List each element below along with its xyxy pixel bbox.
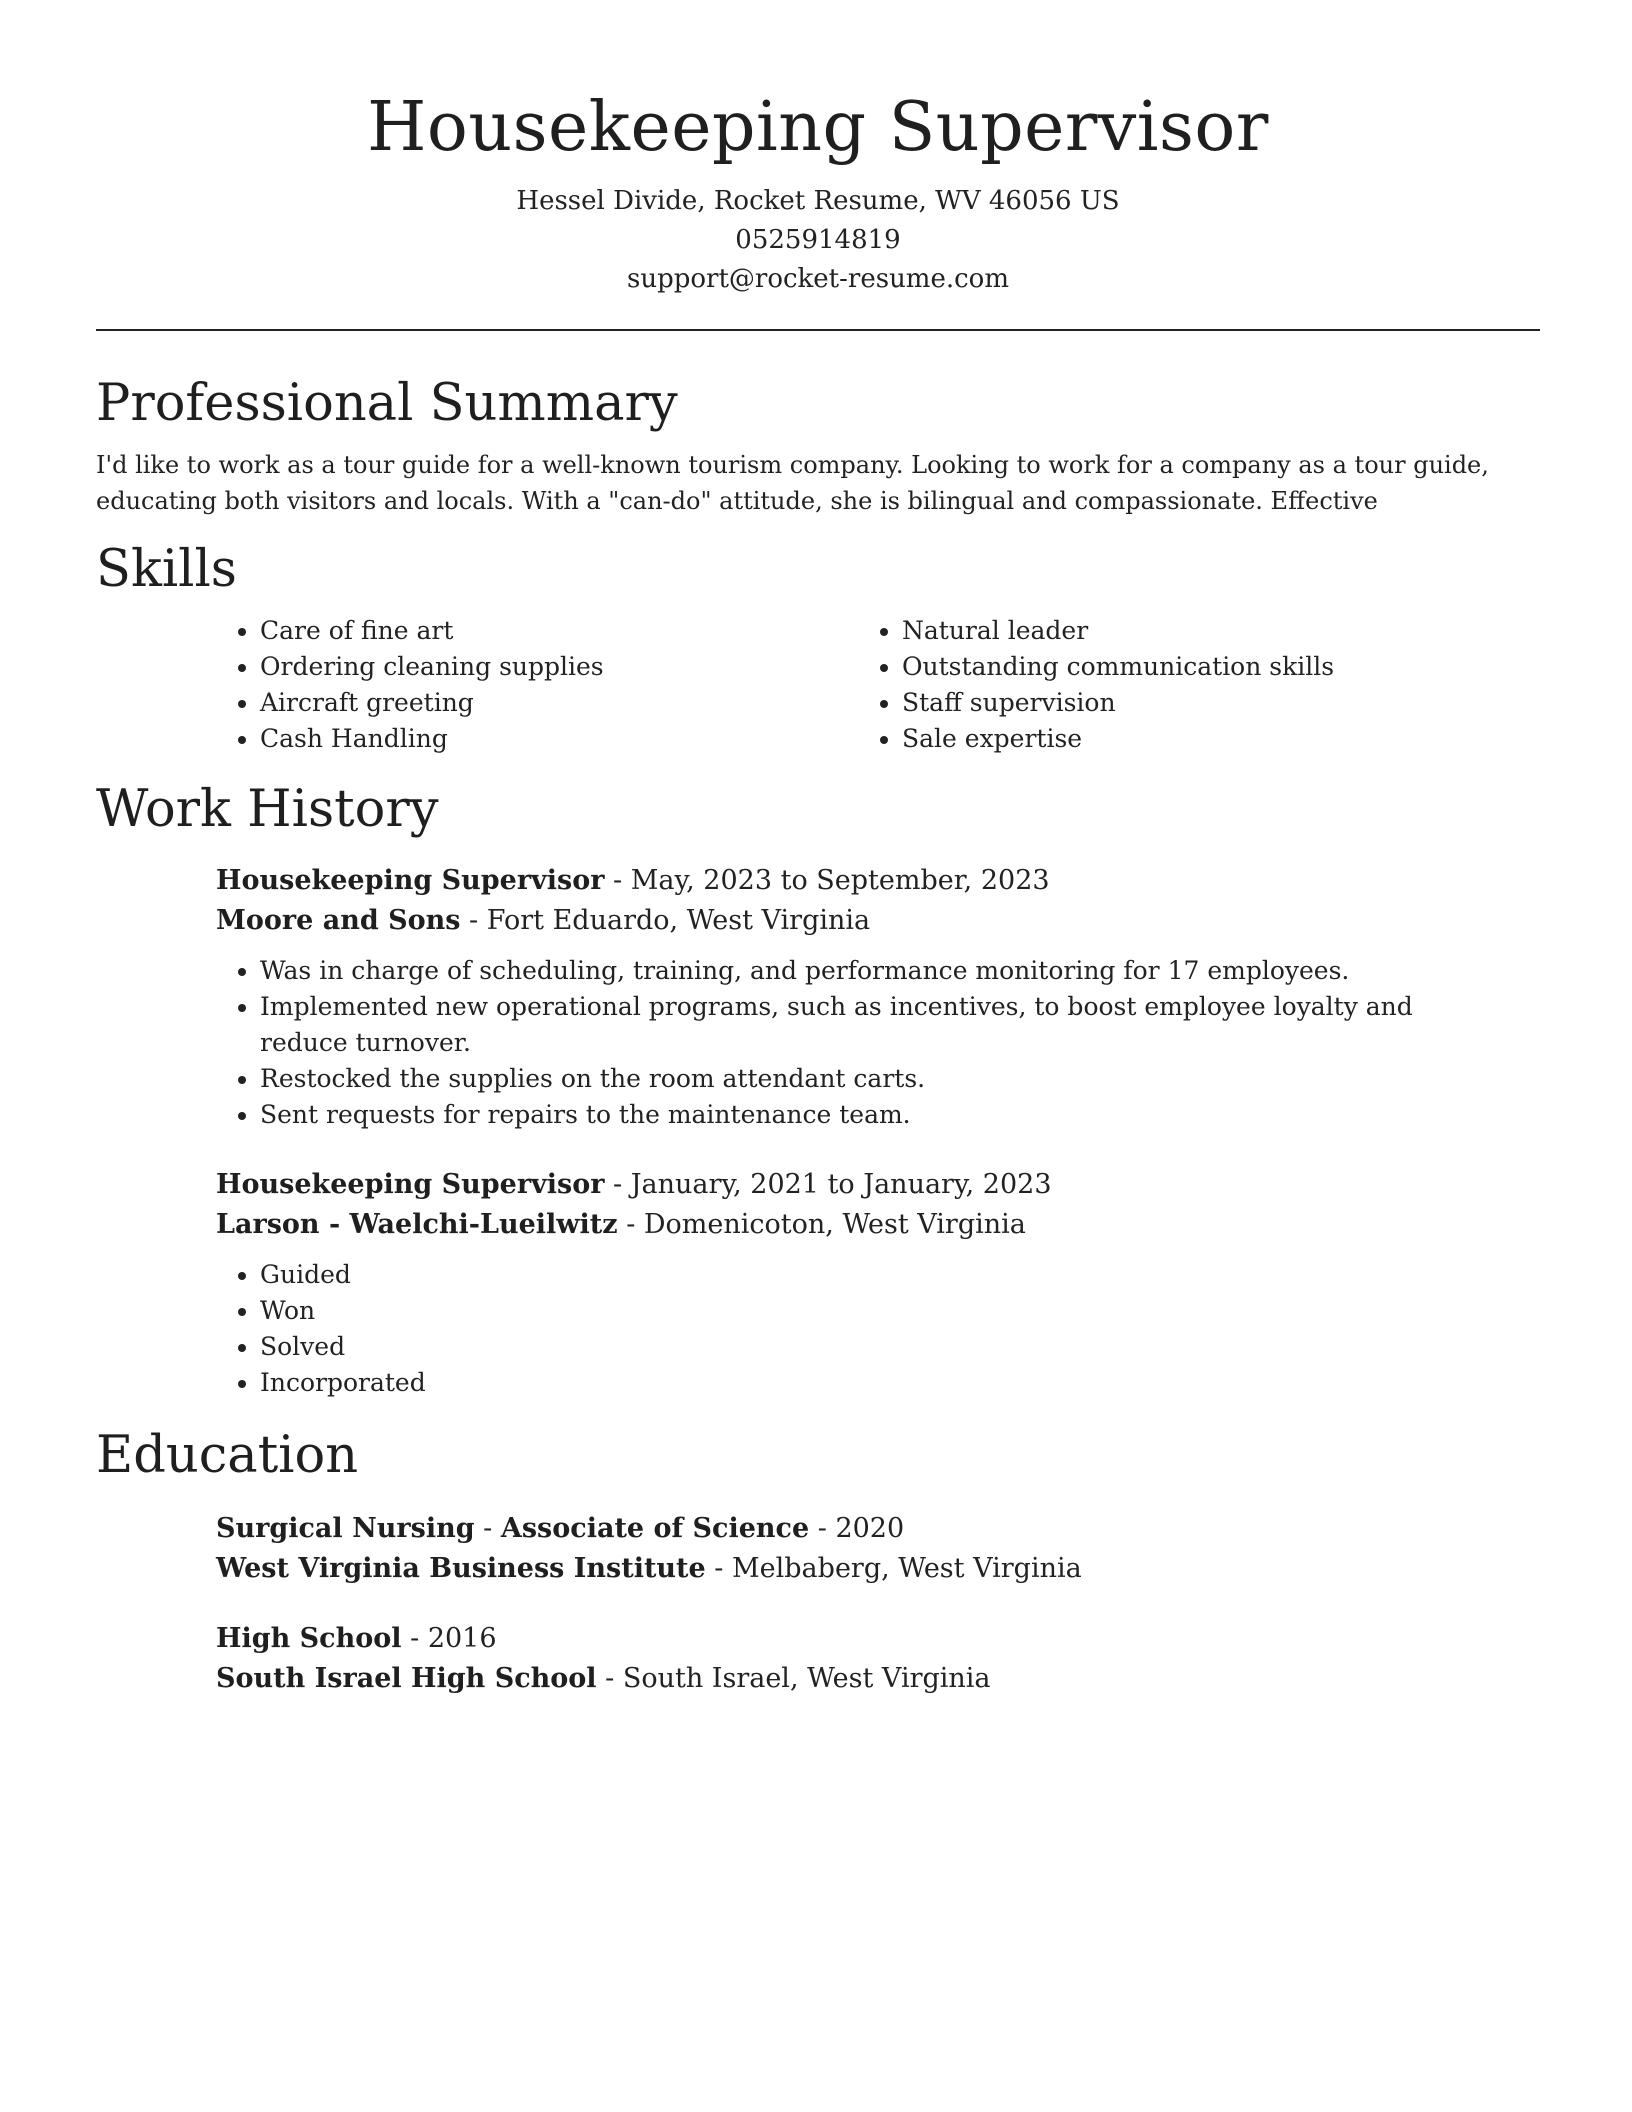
skill-item: • Cash Handling xyxy=(260,721,858,757)
work-history-heading: Work History xyxy=(96,780,439,839)
separator: - xyxy=(604,865,631,896)
skills-heading: Skills xyxy=(96,540,237,599)
skill-item: • Sale expertise xyxy=(902,721,1500,757)
education-school-line xyxy=(216,1549,1500,1589)
education-heading: Education xyxy=(96,1426,359,1485)
job-employer-line xyxy=(216,901,1500,941)
skill-item: • Care of fine art xyxy=(260,613,858,649)
separator: - xyxy=(474,1513,501,1544)
job-duties-list xyxy=(216,953,1500,1133)
skills-list-left xyxy=(216,613,858,757)
job-title-line xyxy=(216,861,1500,901)
education-degree: Associate of Science xyxy=(500,1513,810,1544)
job-duty: • Won xyxy=(260,1293,1500,1329)
education-degree-line xyxy=(216,1619,1500,1659)
skill-item: • Aircraft greeting xyxy=(260,685,858,721)
work-history-section xyxy=(96,777,1540,1401)
job-duties-list xyxy=(216,1257,1500,1401)
separator: - xyxy=(596,1663,623,1694)
skill-item: • Outstanding communication skills xyxy=(902,649,1500,685)
separator: - xyxy=(705,1553,733,1584)
job-employer-line xyxy=(216,1205,1500,1245)
job-duty: • Solved xyxy=(260,1329,1500,1365)
contact-block xyxy=(96,182,1540,299)
job-dates: January, 2021 to January, 2023 xyxy=(630,1169,1052,1200)
job-duty: • Restocked the supplies on the room attendant carts. xyxy=(260,1061,1500,1097)
summary-text: I'd like to work as a tour guide for a well-known tourism company. Looking to work for a company as a tour guide, educating both visitors and locals. With a "can-do" attitude, she is bilingual and compassionate. Effective xyxy=(96,451,1489,515)
summary-section xyxy=(96,371,1540,519)
education-school-line xyxy=(216,1659,1500,1699)
job-duty: • Implemented new operational programs, such as incentives, to boost employee loyalty and reduce turnover. xyxy=(260,989,1500,1061)
contact-phone: 0525914819 xyxy=(735,225,901,255)
separator: - xyxy=(460,905,487,936)
skill-item: • Ordering cleaning supplies xyxy=(260,649,858,685)
education-school: West Virginia Business Institute xyxy=(216,1553,706,1584)
education-field: Surgical Nursing xyxy=(216,1513,475,1544)
education-year: 2016 xyxy=(427,1623,497,1654)
education-location: South Israel, West Virginia xyxy=(622,1663,991,1694)
skills-section xyxy=(96,537,1540,757)
job-position: Housekeeping Supervisor xyxy=(216,865,605,896)
job-duty: • Incorporated xyxy=(260,1365,1500,1401)
job-title-line xyxy=(216,1165,1500,1205)
skills-grid xyxy=(216,613,1500,757)
job-duty: • Was in charge of scheduling, training, and performance monitoring for 17 employees. xyxy=(260,953,1500,989)
job-entry xyxy=(216,1165,1500,1401)
candidate-title: Housekeeping Supervisor xyxy=(367,88,1269,167)
job-dates: May, 2023 to September, 2023 xyxy=(630,865,1050,896)
contact-address: Hessel Divide, Rocket Resume, WV 46056 US xyxy=(516,186,1120,216)
education-entry xyxy=(216,1509,1500,1589)
skills-list-right xyxy=(858,613,1500,757)
job-employer: Moore and Sons xyxy=(216,905,461,936)
education-entry xyxy=(216,1619,1500,1699)
separator: - xyxy=(604,1169,631,1200)
education-section xyxy=(96,1423,1540,1699)
education-year: 2020 xyxy=(835,1513,905,1544)
education-degree-line xyxy=(216,1509,1500,1549)
resume-page xyxy=(96,0,1540,1699)
education-field: High School xyxy=(216,1623,402,1654)
skill-item: • Natural leader xyxy=(902,613,1500,649)
job-duty: • Sent requests for repairs to the maintenance team. xyxy=(260,1097,1500,1133)
skill-item: • Staff supervision xyxy=(902,685,1500,721)
education-school: South Israel High School xyxy=(216,1663,597,1694)
education-location: Melbaberg, West Virginia xyxy=(732,1553,1082,1584)
separator: - xyxy=(617,1209,644,1240)
job-employer: Larson - Waelchi-Lueilwitz xyxy=(216,1209,618,1240)
separator: - xyxy=(401,1623,428,1654)
job-location: Domenicoton, West Virginia xyxy=(643,1209,1026,1240)
summary-heading: Professional Summary xyxy=(96,374,678,433)
contact-email: support@rocket-resume.com xyxy=(626,264,1009,294)
separator: - xyxy=(809,1513,836,1544)
resume-header xyxy=(96,0,1540,299)
job-duty: • Guided xyxy=(260,1257,1500,1293)
job-position: Housekeeping Supervisor xyxy=(216,1169,605,1200)
job-entry xyxy=(216,861,1500,1133)
header-divider xyxy=(96,329,1540,331)
job-location: Fort Eduardo, West Virginia xyxy=(486,905,871,936)
